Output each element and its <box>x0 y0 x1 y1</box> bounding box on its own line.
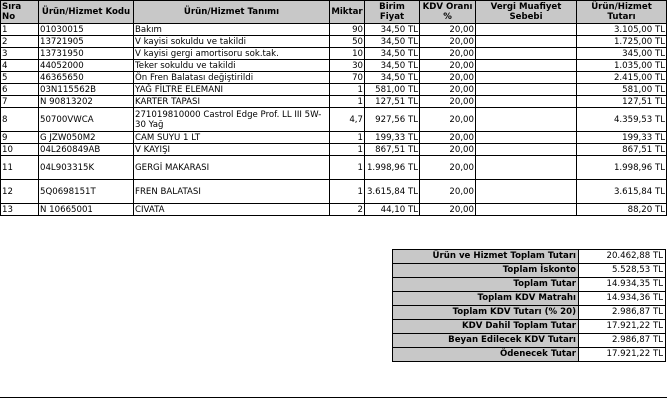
cell-urun-tanimi: Bakım <box>134 24 330 36</box>
table-row <box>1 96 667 108</box>
table-row <box>1 60 667 72</box>
totals-label: Beyan Edilecek KDV Tutarı <box>393 334 579 348</box>
cell-urun-tutari: 345,00 TL <box>577 48 667 60</box>
cell-sira-no: 4 <box>1 60 39 72</box>
totals-row <box>393 348 666 362</box>
totals-label: Ürün ve Hizmet Toplam Tutarı <box>393 250 579 264</box>
header-urun-tutari: Ürün/Hizmet Tutarı <box>577 1 667 24</box>
cell-sira-no: 8 <box>1 108 39 132</box>
totals-label: KDV Dahil Toplam Tutar <box>393 320 579 334</box>
cell-miktar: 1 <box>330 84 365 96</box>
cell-kdv-orani: 20,00 <box>420 72 476 84</box>
totals-label: Toplam Tutar <box>393 278 579 292</box>
totals-value: 2.986,87 TL <box>579 334 666 348</box>
table-header-row <box>1 1 667 24</box>
table-row <box>1 156 667 180</box>
table-row <box>1 36 667 48</box>
totals-row <box>393 292 666 306</box>
cell-urun-kodu: N 90813202 <box>39 96 134 108</box>
cell-sira-no: 12 <box>1 180 39 204</box>
totals-value: 5.528,53 TL <box>579 264 666 278</box>
cell-urun-tutari: 4.359,53 TL <box>577 108 667 132</box>
totals-value: 17.921,22 TL <box>579 348 666 362</box>
cell-vergi-muafiyet <box>476 84 577 96</box>
table-row <box>1 204 667 216</box>
cell-kdv-orani: 20,00 <box>420 144 476 156</box>
cell-sira-no: 13 <box>1 204 39 216</box>
cell-urun-tanimi: KARTER TAPASI <box>134 96 330 108</box>
cell-sira-no: 3 <box>1 48 39 60</box>
cell-urun-tutari: 581,00 TL <box>577 84 667 96</box>
cell-urun-tanimi: V kayisi sokuldu ve takildi <box>134 36 330 48</box>
cell-urun-kodu: G JZW050M2 <box>39 132 134 144</box>
totals-label: Toplam KDV Matrahı <box>393 292 579 306</box>
table-row <box>1 48 667 60</box>
cell-miktar: 70 <box>330 72 365 84</box>
cell-kdv-orani: 20,00 <box>420 24 476 36</box>
cell-miktar: 4,7 <box>330 108 365 132</box>
header-vergi-muafiyet: Vergi Muafiyet Sebebi <box>476 1 577 24</box>
cell-birim-fiyat: 44,10 TL <box>365 204 420 216</box>
cell-birim-fiyat: 927,56 TL <box>365 108 420 132</box>
table-row <box>1 180 667 204</box>
table-row <box>1 72 667 84</box>
cell-kdv-orani: 20,00 <box>420 180 476 204</box>
cell-urun-kodu: 44052000 <box>39 60 134 72</box>
cell-miktar: 50 <box>330 36 365 48</box>
cell-vergi-muafiyet <box>476 96 577 108</box>
cell-vergi-muafiyet <box>476 36 577 48</box>
cell-sira-no: 5 <box>1 72 39 84</box>
cell-birim-fiyat: 1.998,96 TL <box>365 156 420 180</box>
table-row <box>1 132 667 144</box>
cell-sira-no: 6 <box>1 84 39 96</box>
cell-urun-kodu: 50700VWCA <box>39 108 134 132</box>
totals-row <box>393 334 666 348</box>
cell-urun-kodu: 13731950 <box>39 48 134 60</box>
cell-urun-tanimi: GERGİ MAKARASI <box>134 156 330 180</box>
totals-label: Toplam KDV Tutarı (% 20) <box>393 306 579 320</box>
cell-birim-fiyat: 3.615,84 TL <box>365 180 420 204</box>
cell-miktar: 1 <box>330 180 365 204</box>
cell-vergi-muafiyet <box>476 72 577 84</box>
cell-urun-kodu: N 10665001 <box>39 204 134 216</box>
cell-urun-tanimi: V KAYIŞI <box>134 144 330 156</box>
cell-urun-tanimi: 271019810000 Castrol Edge Prof. LL III 5W-30 Yağ <box>134 108 330 132</box>
cell-urun-tanimi: V kayisi gergi amortisoru sok.tak. <box>134 48 330 60</box>
totals-row <box>393 320 666 334</box>
cell-birim-fiyat: 34,50 TL <box>365 60 420 72</box>
cell-miktar: 90 <box>330 24 365 36</box>
cell-urun-tutari: 199,33 TL <box>577 132 667 144</box>
bottom-divider <box>0 397 667 398</box>
totals-value: 14.934,35 TL <box>579 278 666 292</box>
cell-miktar: 10 <box>330 48 365 60</box>
cell-vergi-muafiyet <box>476 204 577 216</box>
cell-birim-fiyat: 34,50 TL <box>365 48 420 60</box>
cell-birim-fiyat: 127,51 TL <box>365 96 420 108</box>
cell-urun-tutari: 3.615,84 TL <box>577 180 667 204</box>
cell-urun-tanimi: Teker sokuldu ve takildi <box>134 60 330 72</box>
cell-vergi-muafiyet <box>476 144 577 156</box>
cell-urun-kodu: 13721905 <box>39 36 134 48</box>
cell-urun-tanimi: FREN BALATASI <box>134 180 330 204</box>
totals-row <box>393 306 666 320</box>
cell-urun-tutari: 1.998,96 TL <box>577 156 667 180</box>
cell-sira-no: 1 <box>1 24 39 36</box>
cell-vergi-muafiyet <box>476 132 577 144</box>
cell-urun-kodu: 03N115562B <box>39 84 134 96</box>
cell-sira-no: 7 <box>1 96 39 108</box>
cell-vergi-muafiyet <box>476 156 577 180</box>
totals-row <box>393 250 666 264</box>
cell-miktar: 2 <box>330 204 365 216</box>
cell-kdv-orani: 20,00 <box>420 156 476 180</box>
totals-table <box>392 249 666 362</box>
cell-sira-no: 10 <box>1 144 39 156</box>
cell-urun-kodu: 04L260849AB <box>39 144 134 156</box>
cell-kdv-orani: 20,00 <box>420 60 476 72</box>
cell-kdv-orani: 20,00 <box>420 108 476 132</box>
cell-urun-tutari: 1.725,00 TL <box>577 36 667 48</box>
cell-kdv-orani: 20,00 <box>420 84 476 96</box>
cell-urun-tanimi: Ön Fren Balatası değiştirildi <box>134 72 330 84</box>
cell-urun-kodu: 46365650 <box>39 72 134 84</box>
cell-urun-tutari: 3.105,00 TL <box>577 24 667 36</box>
cell-miktar: 1 <box>330 132 365 144</box>
header-urun-tanimi: Ürün/Hizmet Tanımı <box>134 1 330 24</box>
cell-vergi-muafiyet <box>476 60 577 72</box>
cell-miktar: 1 <box>330 144 365 156</box>
cell-urun-kodu: 01030015 <box>39 24 134 36</box>
totals-value: 14.934,36 TL <box>579 292 666 306</box>
cell-vergi-muafiyet <box>476 48 577 60</box>
totals-label: Ödenecek Tutar <box>393 348 579 362</box>
cell-urun-tanimi: CAM SUYU 1 LT <box>134 132 330 144</box>
totals-value: 2.986,87 TL <box>579 306 666 320</box>
totals-value: 17.921,22 TL <box>579 320 666 334</box>
header-birim-fiyat: Birim Fiyat <box>365 1 420 24</box>
totals-row <box>393 264 666 278</box>
table-row <box>1 84 667 96</box>
cell-vergi-muafiyet <box>476 180 577 204</box>
cell-sira-no: 2 <box>1 36 39 48</box>
header-kdv-orani: KDV Oranı % <box>420 1 476 24</box>
totals-value: 20.462,88 TL <box>579 250 666 264</box>
cell-urun-kodu: 5Q0698151T <box>39 180 134 204</box>
cell-kdv-orani: 20,00 <box>420 132 476 144</box>
cell-miktar: 1 <box>330 156 365 180</box>
table-row <box>1 108 667 132</box>
cell-miktar: 1 <box>330 96 365 108</box>
cell-urun-tanimi: CIVATA <box>134 204 330 216</box>
cell-sira-no: 11 <box>1 156 39 180</box>
cell-urun-tutari: 88,20 TL <box>577 204 667 216</box>
cell-birim-fiyat: 34,50 TL <box>365 24 420 36</box>
totals-label: Toplam İskonto <box>393 264 579 278</box>
cell-urun-tutari: 867,51 TL <box>577 144 667 156</box>
cell-kdv-orani: 20,00 <box>420 96 476 108</box>
cell-urun-kodu: 04L903315K <box>39 156 134 180</box>
cell-kdv-orani: 20,00 <box>420 36 476 48</box>
header-urun-kodu: Ürün/Hizmet Kodu <box>39 1 134 24</box>
cell-urun-tutari: 127,51 TL <box>577 96 667 108</box>
cell-birim-fiyat: 34,50 TL <box>365 36 420 48</box>
table-row <box>1 144 667 156</box>
cell-sira-no: 9 <box>1 132 39 144</box>
cell-birim-fiyat: 34,50 TL <box>365 72 420 84</box>
header-sira-no: Sıra No <box>1 1 39 24</box>
cell-birim-fiyat: 199,33 TL <box>365 132 420 144</box>
header-miktar: Miktar <box>330 1 365 24</box>
cell-birim-fiyat: 581,00 TL <box>365 84 420 96</box>
cell-urun-tutari: 1.035,00 TL <box>577 60 667 72</box>
cell-miktar: 30 <box>330 60 365 72</box>
cell-vergi-muafiyet <box>476 108 577 132</box>
cell-urun-tutari: 2.415,00 TL <box>577 72 667 84</box>
cell-kdv-orani: 20,00 <box>420 204 476 216</box>
cell-vergi-muafiyet <box>476 24 577 36</box>
totals-row <box>393 278 666 292</box>
cell-urun-tanimi: YAĞ FİLTRE ELEMANI <box>134 84 330 96</box>
table-row <box>1 24 667 36</box>
cell-birim-fiyat: 867,51 TL <box>365 144 420 156</box>
cell-kdv-orani: 20,00 <box>420 48 476 60</box>
